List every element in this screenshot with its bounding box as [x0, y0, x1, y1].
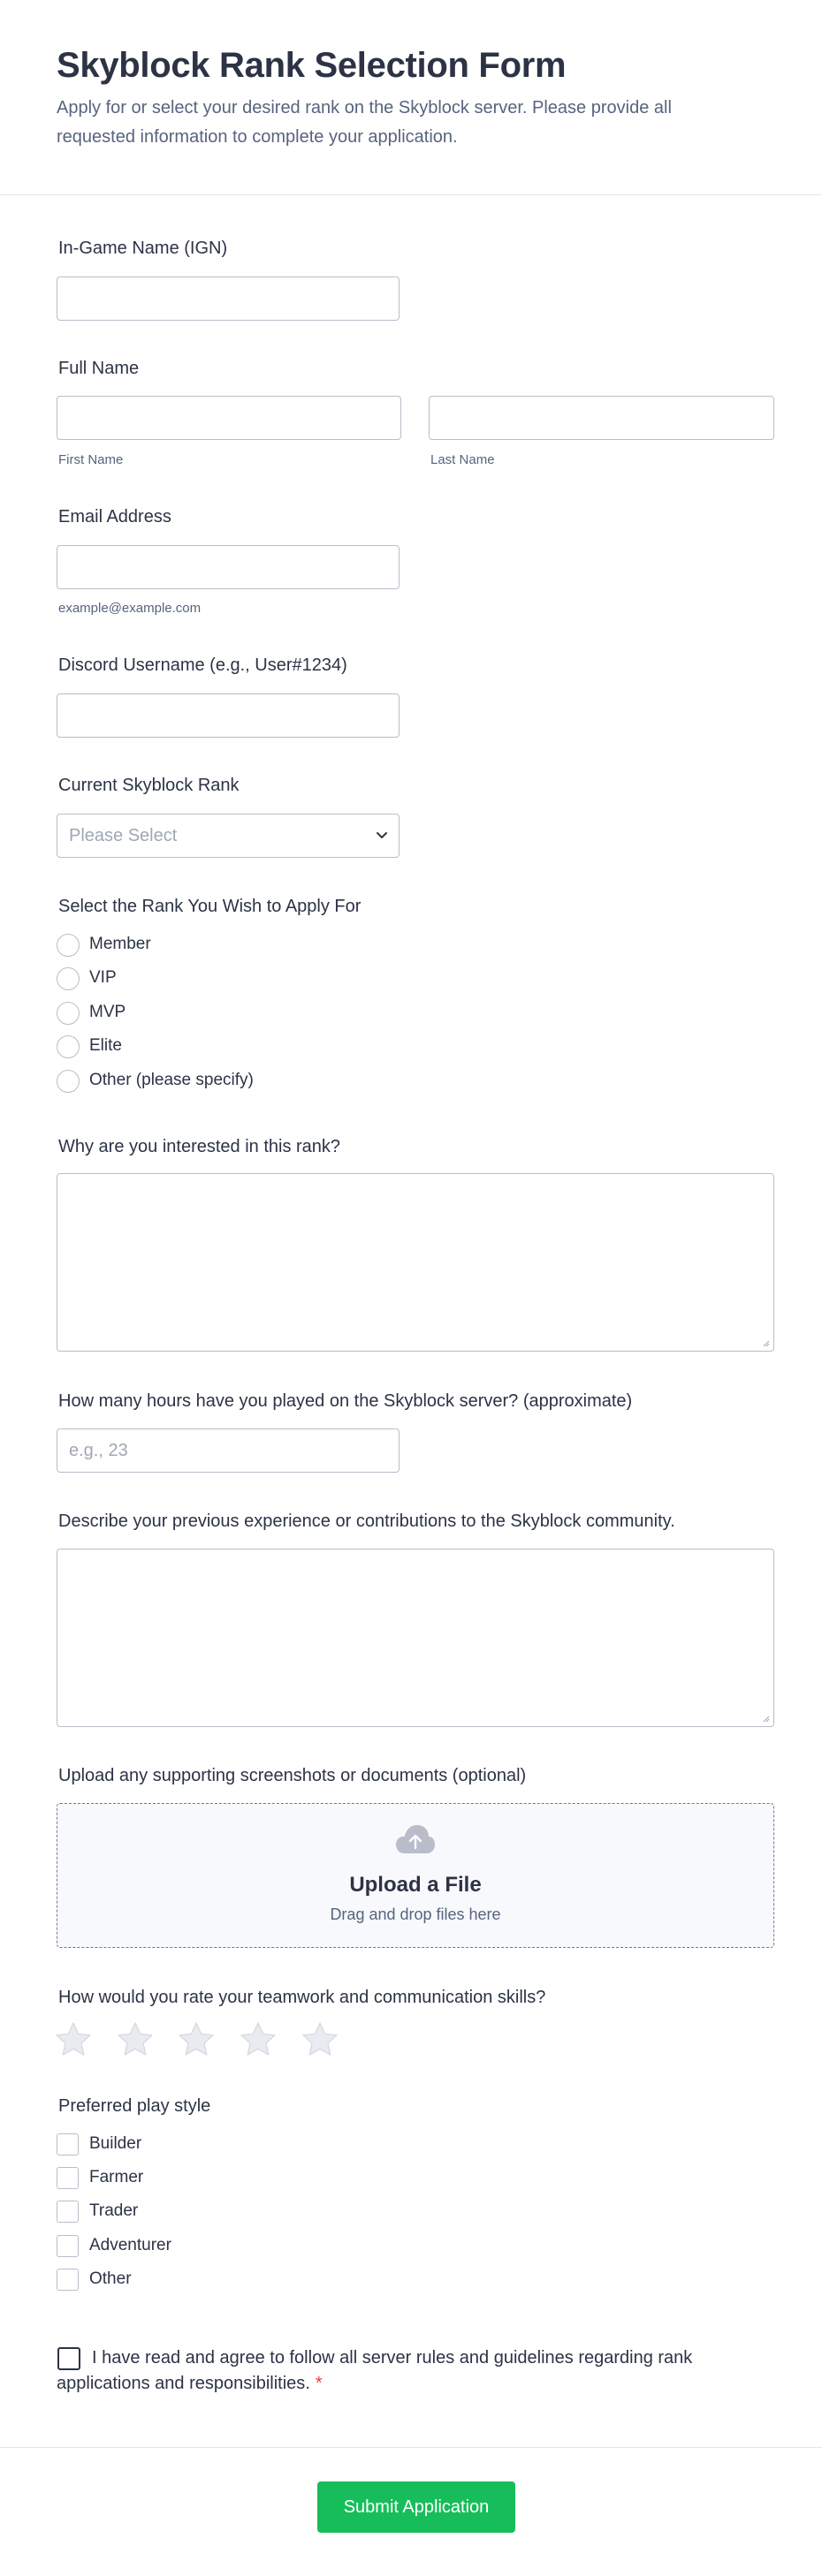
discord-input[interactable]	[57, 693, 400, 738]
terms-label	[57, 2345, 711, 2397]
first-name-input[interactable]	[57, 396, 401, 440]
hours-label: How many hours have you played on the Skyblock server? (approximate)	[58, 1391, 633, 1411]
experience-textarea[interactable]	[57, 1549, 774, 1727]
radio-button[interactable]	[57, 1070, 80, 1093]
radio-button[interactable]	[57, 1002, 80, 1025]
radio-label: Elite	[89, 1036, 122, 1055]
submit-button[interactable]: Submit Application	[317, 2481, 515, 2533]
resize-handle-icon[interactable]	[761, 1338, 770, 1347]
radio-label: MVP	[89, 1003, 126, 1021]
form-footer	[0, 2447, 822, 2576]
checkbox-label: Trader	[89, 2201, 139, 2220]
ign-label: In-Game Name (IGN)	[58, 239, 228, 258]
terms-text: I have read and agree to follow all server rules and guidelines regarding rank applications and responsibilities.	[57, 2348, 693, 2393]
resize-handle-icon[interactable]	[761, 1714, 770, 1723]
file-upload-dropzone[interactable]	[57, 1803, 774, 1948]
radio-button[interactable]	[57, 934, 80, 957]
checkbox-label: Builder	[89, 2134, 142, 2153]
chevron-down-icon	[376, 826, 388, 845]
hours-input[interactable]	[57, 1428, 400, 1473]
current-rank-label: Current Skyblock Rank	[58, 776, 240, 795]
hours-placeholder: e.g., 23	[69, 1441, 128, 1460]
star-icon[interactable]	[240, 2021, 277, 2057]
current-rank-selected: Please Select	[69, 826, 178, 845]
experience-label: Describe your previous experience or contributions to the Skyblock community.	[58, 1512, 675, 1531]
upload-label: Upload any supporting screenshots or documents (optional)	[58, 1766, 527, 1785]
radio-label: VIP	[89, 968, 117, 987]
star-icon[interactable]	[178, 2021, 215, 2057]
radio-button[interactable]	[57, 1035, 80, 1058]
rank-apply-label: Select the Rank You Wish to Apply For	[58, 897, 362, 916]
radio-label: Other (please specify)	[89, 1071, 254, 1089]
checkbox[interactable]	[57, 2133, 79, 2156]
star-icon[interactable]	[117, 2021, 154, 2057]
upload-title: Upload a File	[349, 1873, 482, 1897]
form-header	[0, 0, 822, 195]
why-textarea[interactable]	[57, 1173, 774, 1352]
why-label: Why are you interested in this rank?	[58, 1137, 341, 1156]
checkbox-label: Adventurer	[89, 2236, 171, 2254]
checkbox-label: Farmer	[89, 2168, 144, 2186]
play-style-label: Preferred play style	[58, 2096, 211, 2116]
radio-label: Member	[89, 935, 151, 953]
email-sublabel: example@example.com	[58, 601, 202, 616]
email-label: Email Address	[58, 507, 171, 527]
full-name-label: Full Name	[58, 359, 140, 378]
cloud-upload-icon	[395, 1823, 436, 1855]
checkbox[interactable]	[57, 2201, 79, 2223]
current-rank-select[interactable]	[57, 814, 400, 858]
checkbox[interactable]	[57, 2167, 79, 2189]
required-mark: *	[315, 2374, 323, 2393]
rating-label: How would you rate your teamwork and communication skills?	[58, 1988, 546, 2007]
upload-subtitle: Drag and drop files here	[330, 1905, 501, 1923]
checkbox-label: Other	[89, 2269, 132, 2288]
radio-button[interactable]	[57, 967, 80, 990]
ign-input[interactable]	[57, 277, 400, 321]
last-name-input[interactable]	[429, 396, 774, 440]
star-icon[interactable]	[301, 2021, 339, 2057]
email-input[interactable]	[57, 545, 400, 589]
star-icon[interactable]	[55, 2021, 92, 2057]
discord-label: Discord Username (e.g., User#1234)	[58, 655, 347, 675]
checkbox[interactable]	[57, 2235, 79, 2257]
checkbox[interactable]	[57, 2269, 79, 2291]
last-name-sublabel: Last Name	[430, 452, 495, 467]
first-name-sublabel: First Name	[58, 452, 124, 467]
page-title: Skyblock Rank Selection Form	[57, 46, 567, 85]
page-subtitle: Apply for or select your desired rank on the Skyblock server. Please provide all requested information to complete your application.	[57, 98, 672, 147]
